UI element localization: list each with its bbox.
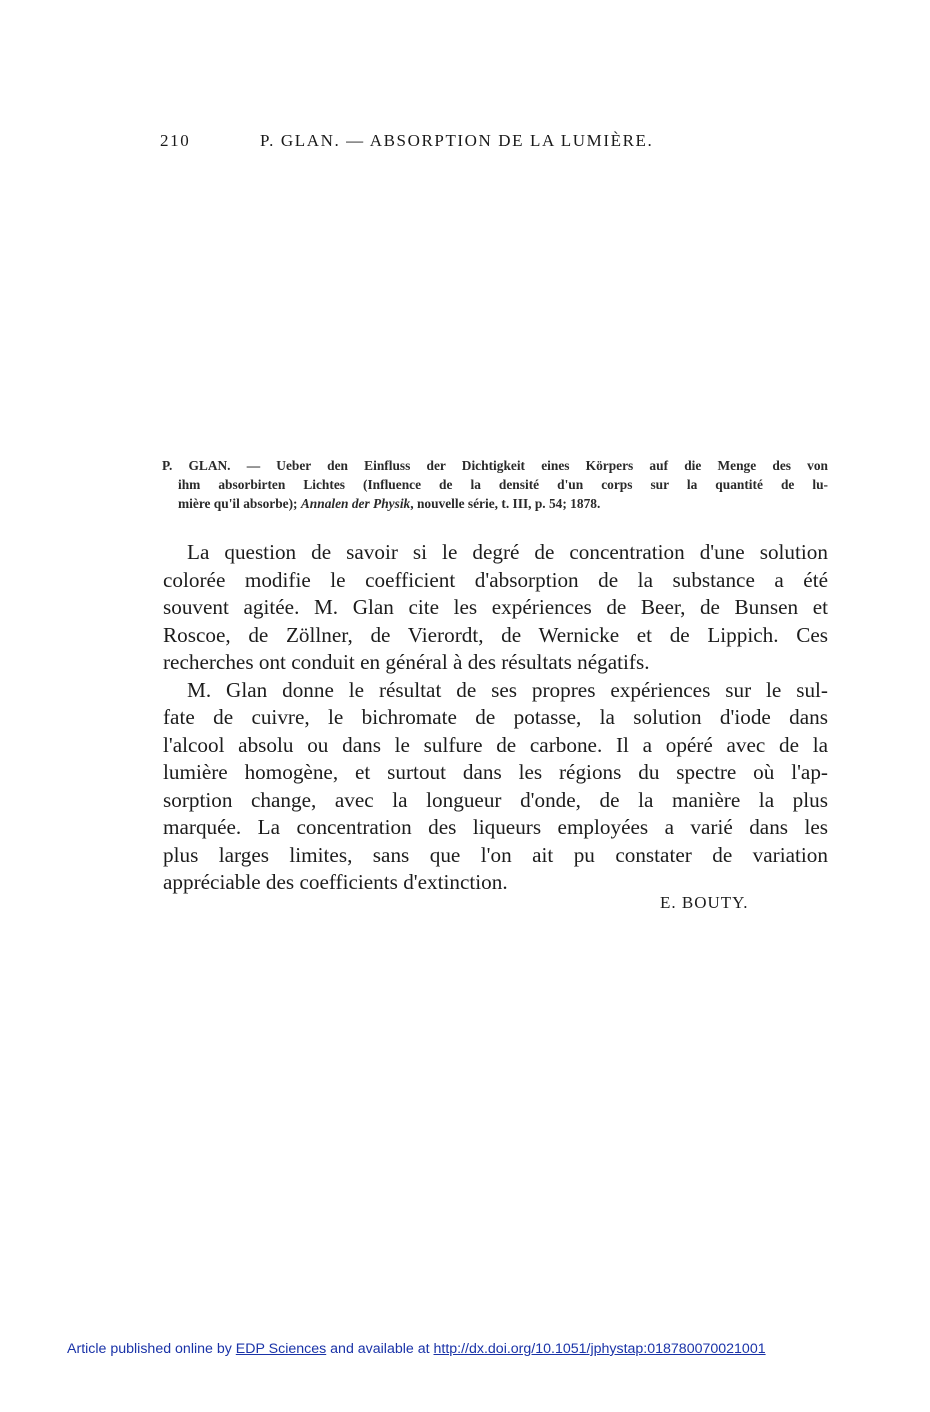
- author-signature: E. BOUTY.: [660, 893, 749, 912]
- citation-line: P. GLAN. — Ueber den Einfluss der Dichtigkeit eines Körpers auf die Menge des von: [162, 458, 828, 473]
- footer-text: Article published online by: [67, 1341, 236, 1357]
- text-line: appréciable des coefficients d'extinction.: [163, 870, 508, 894]
- citation-text: mière qu'il absorbe);: [178, 496, 301, 511]
- publisher-link[interactable]: EDP Sciences: [235, 1341, 327, 1357]
- citation-line-last: [162, 494, 828, 513]
- article-body: [163, 539, 828, 897]
- citation-line: ihm absorbirten Lichtes (Influence de la densité d'un corps sur la quantité de lu-: [178, 477, 828, 492]
- citation-text: , nouvelle série, t. III, p. 54; 1878.: [410, 496, 601, 511]
- text-line: l'alcool absolu ou dans le sulfure de carbone. Il a opéré avec de la: [163, 732, 828, 757]
- text-line: souvent agitée. M. Glan cite les expériences de Beer, de Bunsen et: [163, 595, 828, 619]
- text-line: M. Glan donne le résultat de ses propres expériences sur le sul-: [187, 677, 828, 702]
- bibliographic-citation: [162, 456, 828, 513]
- text-line: La question de savoir si le degré de concentration d'une solution: [187, 540, 828, 564]
- text-line: sorption change, avec la longueur d'onde, de la manière la plus: [163, 787, 828, 812]
- page-title: P. GLAN. — ABSORPTION DE LA LUMIÈRE.: [260, 131, 654, 150]
- text-line: fate de cuivre, le bichromate de potasse, la solution d'iode dans: [163, 705, 828, 729]
- journal-title: Annalen der Physik: [300, 496, 411, 511]
- text-line: Roscoe, de Zöllner, de Vierordt, de Wernicke et de Lippich. Ces: [163, 622, 828, 647]
- footer-text: and available at: [326, 1341, 434, 1357]
- text-line: lumière homogène, et surtout dans les régions du spectre où l'ap-: [163, 760, 828, 784]
- publication-footer: [67, 1341, 766, 1357]
- text-line: colorée modifie le coefficient d'absorption de la substance a été: [163, 567, 828, 592]
- page-number: 210: [160, 131, 191, 150]
- paragraph-1: [163, 539, 828, 677]
- text-line: marquée. La concentration des liqueurs employées a varié dans les: [163, 815, 828, 839]
- doi-link[interactable]: http://dx.doi.org/10.1051/jphystap:018780070021001: [433, 1341, 766, 1357]
- paragraph-2: [163, 677, 828, 897]
- text-line: plus larges limites, sans que l'on ait pu constater de variation: [163, 842, 828, 867]
- text-line: recherches ont conduit en général à des résultats négatifs.: [163, 650, 650, 674]
- running-head: [160, 131, 760, 155]
